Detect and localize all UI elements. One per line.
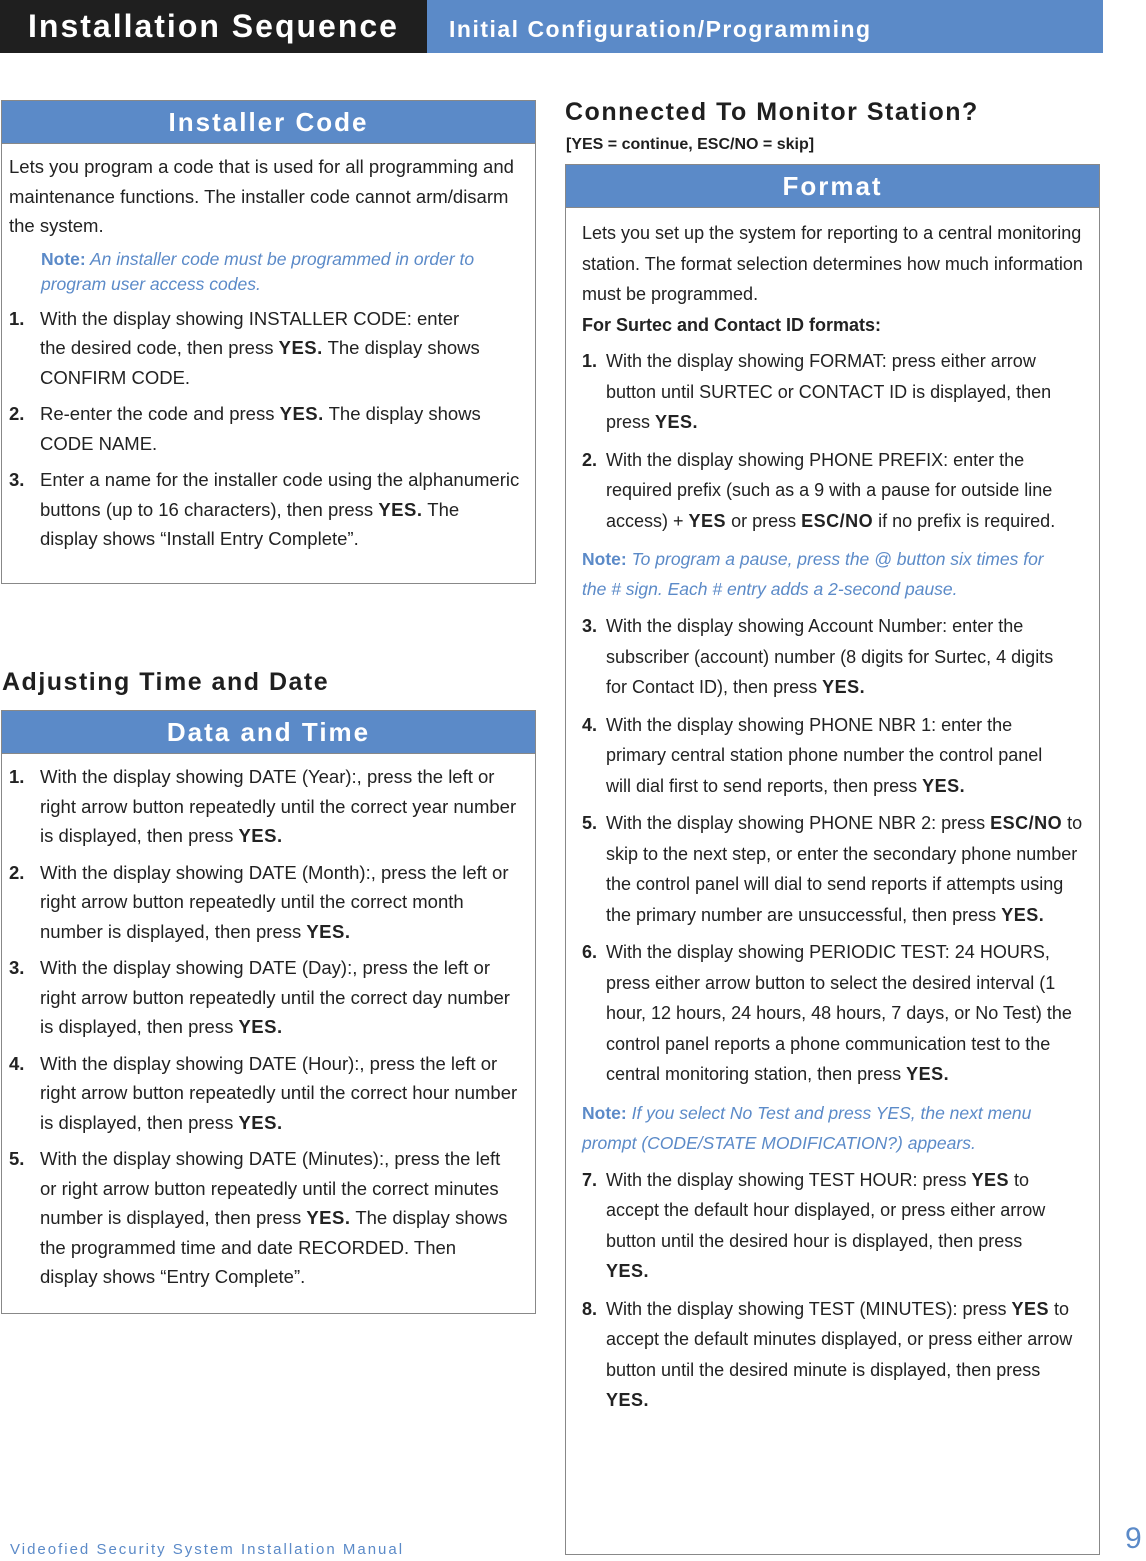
yes-key: YES (971, 1169, 1009, 1190)
installer-step-1 (9, 304, 480, 393)
step-number: 7. (582, 1169, 598, 1190)
installer-code-intro: Lets you program a code that is used for all programming and maintenance functions. The installer code cannot arm/disarm the system. (9, 156, 514, 236)
step-text: The display shows CODE NAME. (40, 403, 481, 454)
format-step-6 (582, 937, 1085, 1090)
step-number: 8. (582, 1298, 598, 1319)
step-number: 6. (582, 942, 598, 962)
section-header: Installation Sequence (0, 0, 427, 53)
note-text: An installer code must be programmed in order to program user access codes. (41, 248, 475, 294)
step-text: With the display showing PERIODIC TEST: 24 HOURS, press either arrow button to select the desired interval (1 hour, 12 hours, 24 hours, 48 hours, 7 days, or No Test) the control panel reports a phone communication test to the central monitoring station, then press (606, 942, 1072, 1084)
format-intro: Lets you set up the system for reporting to a central monitoring station. The format selection determines how much information must be programmed. (582, 223, 1083, 304)
esc-no-key: ESC/NO (801, 510, 874, 531)
step-text: With the display showing DATE (Year):, press the left or right arrow button repeatedly until the correct year number is displayed, then press (40, 766, 517, 846)
step-text: With the display showing DATE (Minutes):, press the left or right arrow button repeatedly until the correct minutes number is displayed, then press (40, 1148, 501, 1228)
step-number: 3. (582, 616, 598, 636)
yes-key: YES. (278, 337, 323, 358)
step-number: 2. (9, 861, 25, 883)
format-subhead: For Surtec and Contact ID formats: (582, 314, 882, 335)
step-number: 3. (9, 957, 25, 978)
step-number: 1. (9, 307, 25, 329)
step-number: 4. (582, 714, 598, 735)
step-text: With the display showing INSTALLER CODE: enter the desired code, then press (40, 307, 460, 358)
yes-key: YES. (306, 1207, 351, 1228)
yes-key: YES. (238, 825, 283, 846)
step-text: With the display showing Account Number: enter the subscriber (account) number (8 digits for Surtec, 4 digits for Contact ID), then press (606, 616, 1054, 697)
note-label: Note: (582, 1102, 627, 1123)
yes-key: YES. (606, 1390, 650, 1410)
note-label: Note: (582, 549, 627, 569)
step-text: The display shows “Install Entry Complete”. (40, 498, 460, 549)
yes-key: YES. (922, 775, 966, 796)
format-note-2 (582, 1098, 1052, 1158)
step-text: to accept the default hour displayed, or press either arrow button until the desired hour is displayed, then press (606, 1169, 1046, 1251)
step-text: With the display showing PHONE PREFIX: enter the required prefix (such as a 9 with a pause for outside line access) + (606, 449, 1053, 531)
installer-step-3 (9, 465, 520, 554)
manual-footer: Videofied Security System Installation Manual (10, 1541, 405, 1558)
step-text: With the display showing DATE (Day):, press the left or right arrow button repeatedly until the correct day number is displayed, then press (40, 957, 510, 1037)
date-step-5 (9, 1144, 510, 1292)
installer-code-note (9, 247, 481, 297)
yes-key: YES. (655, 412, 699, 432)
step-number: 4. (9, 1052, 25, 1074)
yes-key: YES. (279, 403, 324, 424)
format-step-8 (582, 1294, 1085, 1416)
step-number: 2. (9, 403, 25, 424)
esc-no-key: ESC/NO (990, 813, 1063, 833)
step-text: The display shows the programmed time and date RECORDED. Then display shows “Entry Complete”. (40, 1207, 508, 1287)
format-step-7 (582, 1165, 1066, 1287)
format-step-2 (582, 445, 1066, 537)
installer-code-title: Installer Code (2, 101, 535, 144)
step-text: or press (726, 510, 802, 531)
monitor-section-title: Connected To Monitor Station? (565, 98, 979, 126)
format-title: Format (566, 165, 1099, 208)
step-text: With the display showing PHONE NBR 2: press (606, 813, 991, 833)
step-text: to skip to the next step, or enter the secondary phone number the control panel will dial to send reports if attempts using the primary number are unsuccessful, then press (606, 813, 1083, 925)
installer-code-box (1, 100, 536, 584)
step-text: to accept the default minutes displayed, or press either arrow button until the desired minute is displayed, then press (606, 1298, 1073, 1380)
yes-key: YES. (606, 1261, 650, 1281)
yes-key: YES. (306, 920, 351, 942)
step-number: 5. (9, 1148, 25, 1169)
date-step-3 (9, 953, 525, 1042)
step-number: 2. (582, 449, 598, 470)
note-label: Note: (41, 248, 86, 269)
date-step-2 (9, 858, 525, 947)
step-text: Re-enter the code and press (40, 403, 280, 424)
yes-key: YES. (238, 1111, 283, 1133)
step-text: With the display showing DATE (Month):, press the left or right arrow button repeatedly until the correct month number is displayed, then press (40, 861, 509, 942)
yes-key: YES. (906, 1064, 950, 1084)
format-step-1 (582, 346, 1085, 438)
format-step-3 (582, 611, 1066, 703)
date-time-box (1, 710, 536, 1314)
step-number: 1. (9, 766, 25, 787)
note-text: To program a pause, press the @ button six times for the # sign. Each # entry adds a 2-second pause. (582, 549, 1044, 599)
format-step-4 (582, 710, 1066, 802)
date-step-1 (9, 762, 525, 851)
yes-key: YES. (378, 498, 423, 520)
subsection-header: Initial Configuration/Programming (427, 0, 1103, 53)
installer-step-2 (9, 399, 500, 458)
yes-key: YES (688, 510, 727, 531)
step-text: With the display showing TEST (MINUTES): press (606, 1298, 1012, 1319)
format-step-5 (582, 808, 1085, 930)
step-number: 3. (9, 469, 25, 490)
page-number: 9 (1125, 1522, 1142, 1555)
yes-key: YES. (238, 1016, 283, 1037)
note-text: If you select No Test and press YES, the next menu prompt (CODE/STATE MODIFICATION?) appears. (582, 1102, 1032, 1153)
yes-key: YES (1011, 1298, 1049, 1319)
step-text: With the display showing TEST HOUR: press (606, 1169, 972, 1190)
step-number: 1. (582, 351, 598, 371)
step-text: With the display showing PHONE NBR 1: enter the primary central station phone number the control panel will dial first to send reports, then press (606, 714, 1043, 796)
adjusting-section-title: Adjusting Time and Date (2, 668, 330, 696)
monitor-subtitle: [YES = continue, ESC/NO = skip] (566, 136, 815, 153)
step-number: 5. (582, 813, 598, 833)
step-text: if no prefix is required. (873, 510, 1056, 531)
step-text: With the display showing DATE (Hour):, press the left or right arrow button repeatedly until the correct hour number is displayed, then press (40, 1052, 518, 1133)
date-time-title: Data and Time (2, 711, 535, 754)
yes-key: YES. (1001, 904, 1045, 925)
step-text: The display shows CONFIRM CODE. (40, 337, 480, 388)
date-step-4 (9, 1049, 525, 1138)
step-text: Enter a name for the installer code using the alphanumeric buttons (up to 16 characters), then press (40, 469, 520, 520)
format-box (565, 164, 1100, 1555)
format-note-1 (582, 544, 1052, 604)
step-text: With the display showing FORMAT: press either arrow button until SURTEC or CONTACT ID is displayed, then press (606, 351, 1052, 432)
yes-key: YES. (822, 677, 866, 697)
